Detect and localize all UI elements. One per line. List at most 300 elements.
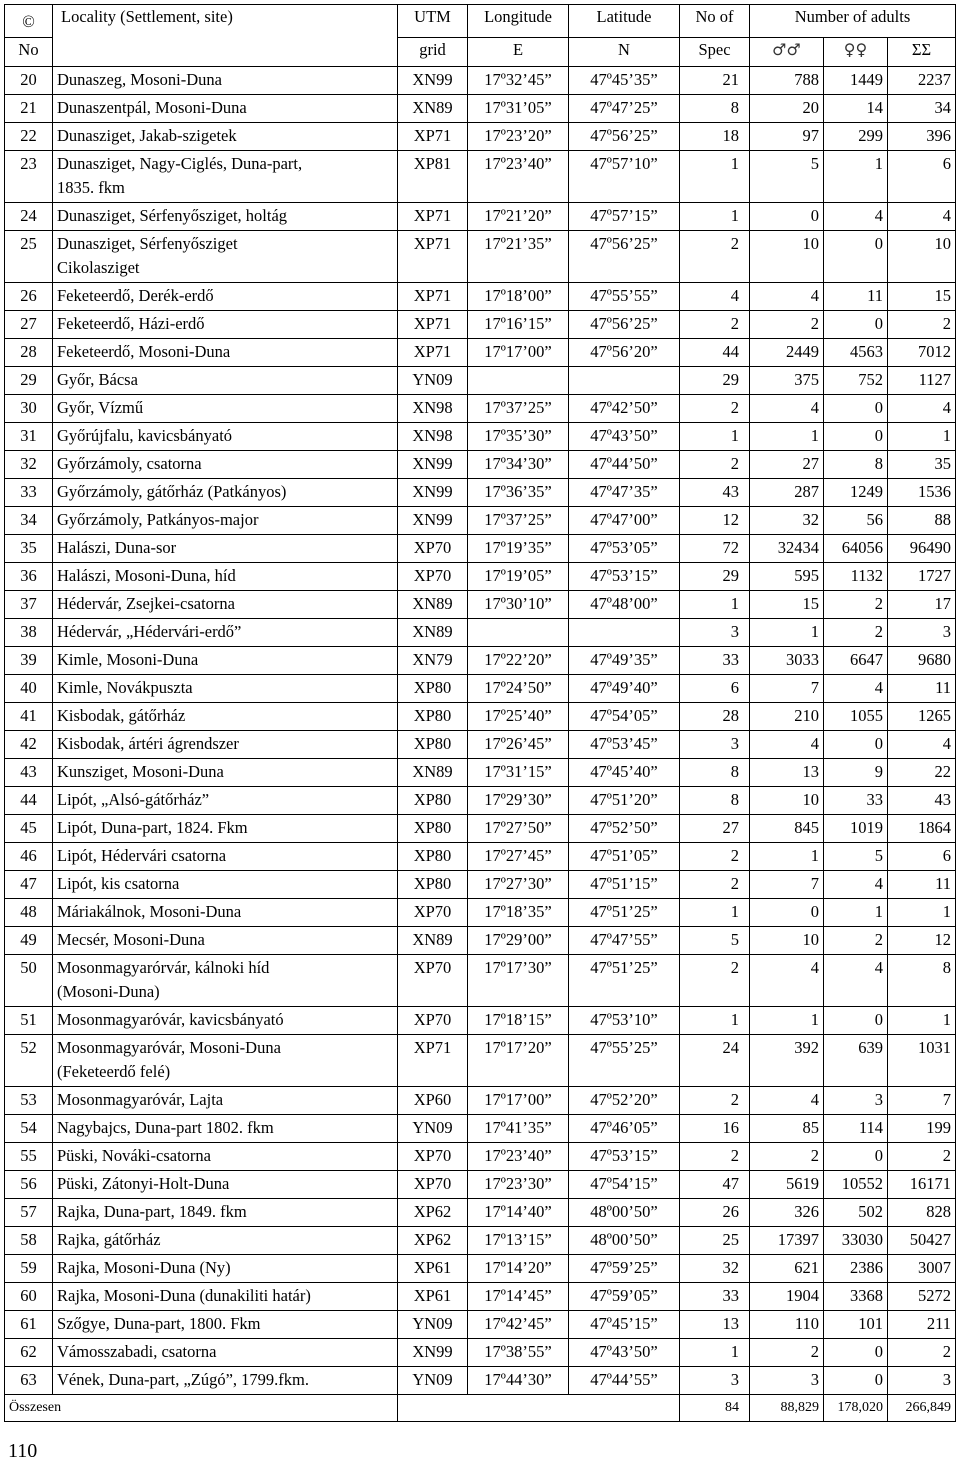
row-utm-grid: XN89 (398, 619, 468, 647)
row-longitude: 17º18’15” (468, 1007, 569, 1035)
row-no: 45 (5, 815, 53, 843)
row-no: 59 (5, 1255, 53, 1283)
row-locality (53, 703, 398, 731)
totals-label: Összesen (5, 1395, 398, 1422)
row-utm-grid: XN99 (398, 507, 468, 535)
row-sum: 15 (888, 283, 956, 311)
row-no: 46 (5, 843, 53, 871)
row-sum: 9680 (888, 647, 956, 675)
row-females: 3368 (824, 1283, 888, 1311)
row-locality (53, 423, 398, 451)
row-no: 29 (5, 367, 53, 395)
row-sum: 396 (888, 123, 956, 151)
totals-spec: 84 (680, 1395, 750, 1422)
row-longitude: 17º22’20” (468, 647, 569, 675)
row-locality (53, 1199, 398, 1227)
header-longitude-top: Longitude (468, 5, 569, 38)
table-row (5, 479, 956, 507)
header-spec-bottom: Spec (680, 38, 750, 67)
row-locality (53, 899, 398, 927)
totals-females: 178,020 (824, 1395, 888, 1422)
row-latitude: 47º47’00” (569, 507, 680, 535)
row-females: 101 (824, 1311, 888, 1339)
row-utm-grid: YN09 (398, 1311, 468, 1339)
row-no: 43 (5, 759, 53, 787)
row-males: 375 (750, 367, 824, 395)
row-locality (53, 563, 398, 591)
row-no: 48 (5, 899, 53, 927)
table-row (5, 1035, 956, 1087)
row-latitude: 47º42’50” (569, 395, 680, 423)
row-females: 502 (824, 1199, 888, 1227)
locality-line: Győrújfalu, kavicsbányató (57, 426, 233, 445)
row-locality (53, 927, 398, 955)
row-sum: 3 (888, 1367, 956, 1395)
row-utm-grid: YN09 (398, 367, 468, 395)
row-females: 0 (824, 231, 888, 283)
locality-line: Cikolasziget (57, 258, 140, 277)
row-females: 33 (824, 787, 888, 815)
row-males: 1 (750, 1007, 824, 1035)
header-latitude-top: Latitude (569, 5, 680, 38)
row-spec-count: 2 (680, 1087, 750, 1115)
row-locality (53, 675, 398, 703)
row-no: 62 (5, 1339, 53, 1367)
row-locality (53, 1007, 398, 1035)
row-utm-grid: XP71 (398, 231, 468, 283)
row-no: 47 (5, 871, 53, 899)
row-longitude: 17º27’45” (468, 843, 569, 871)
row-latitude: 47º53’15” (569, 1143, 680, 1171)
row-spec-count: 47 (680, 1171, 750, 1199)
header-latitude-bottom: N (569, 38, 680, 67)
table-row (5, 1171, 956, 1199)
row-spec-count: 16 (680, 1115, 750, 1143)
row-males: 4 (750, 1087, 824, 1115)
table-row (5, 759, 956, 787)
row-locality (53, 1171, 398, 1199)
row-sum: 11 (888, 871, 956, 899)
row-spec-count: 27 (680, 815, 750, 843)
row-no: 51 (5, 1007, 53, 1035)
row-no: 39 (5, 647, 53, 675)
row-sum: 22 (888, 759, 956, 787)
header-longitude-bottom: E (468, 38, 569, 67)
row-no: 23 (5, 151, 53, 203)
row-males: 10 (750, 231, 824, 283)
row-longitude: 17º30’10” (468, 591, 569, 619)
row-locality (53, 67, 398, 95)
row-utm-grid: XP61 (398, 1255, 468, 1283)
row-males: 5619 (750, 1171, 824, 1199)
row-females: 6647 (824, 647, 888, 675)
row-sum: 6 (888, 843, 956, 871)
row-males: 13 (750, 759, 824, 787)
row-locality (53, 843, 398, 871)
row-sum: 11 (888, 675, 956, 703)
row-females: 2386 (824, 1255, 888, 1283)
row-males: 27 (750, 451, 824, 479)
row-utm-grid: XP80 (398, 871, 468, 899)
row-females: 2 (824, 591, 888, 619)
row-utm-grid: XP70 (398, 899, 468, 927)
row-no: 61 (5, 1311, 53, 1339)
row-utm-grid: XP62 (398, 1199, 468, 1227)
species-locality-table (4, 4, 956, 1422)
row-males: 7 (750, 871, 824, 899)
table-row (5, 1255, 956, 1283)
row-longitude: 17º27’50” (468, 815, 569, 843)
row-latitude: 47º54’05” (569, 703, 680, 731)
table-row (5, 395, 956, 423)
row-males: 15 (750, 591, 824, 619)
row-locality (53, 1283, 398, 1311)
table-row (5, 955, 956, 1007)
row-males: 5 (750, 151, 824, 203)
row-males: 110 (750, 1311, 824, 1339)
row-spec-count: 5 (680, 927, 750, 955)
table-row (5, 1339, 956, 1367)
row-sum: 50427 (888, 1227, 956, 1255)
locality-line: Dunaszentpál, Mosoni-Duna (57, 98, 247, 117)
locality-line: Hédervár, „Hédervári-erdő” (57, 622, 242, 641)
row-no: 37 (5, 591, 53, 619)
row-males: 326 (750, 1199, 824, 1227)
row-utm-grid: XP70 (398, 535, 468, 563)
row-females: 752 (824, 367, 888, 395)
row-spec-count: 3 (680, 619, 750, 647)
locality-line: (Feketeerdő felé) (57, 1062, 171, 1081)
locality-line: Győr, Bácsa (57, 370, 138, 389)
row-spec-count: 12 (680, 507, 750, 535)
row-no: 54 (5, 1115, 53, 1143)
row-no: 28 (5, 339, 53, 367)
row-latitude: 47º47’35” (569, 479, 680, 507)
row-latitude: 47º48’00” (569, 591, 680, 619)
row-locality (53, 1367, 398, 1395)
row-locality (53, 731, 398, 759)
row-females: 0 (824, 1143, 888, 1171)
locality-line: Máriakálnok, Mosoni-Duna (57, 902, 242, 921)
totals-spacer (398, 1395, 680, 1422)
row-utm-grid: XN99 (398, 1339, 468, 1367)
row-longitude: 17º38’55” (468, 1339, 569, 1367)
row-no: 63 (5, 1367, 53, 1395)
row-sum: 5272 (888, 1283, 956, 1311)
row-longitude: 17º17’00” (468, 339, 569, 367)
row-locality (53, 815, 398, 843)
row-spec-count: 1 (680, 899, 750, 927)
row-utm-grid: XP80 (398, 675, 468, 703)
row-sum: 828 (888, 1199, 956, 1227)
locality-line: Feketeerdő, Derék-erdő (57, 286, 214, 305)
table-row (5, 703, 956, 731)
row-no: 25 (5, 231, 53, 283)
row-no: 22 (5, 123, 53, 151)
row-males: 10 (750, 927, 824, 955)
row-longitude: 17º21’35” (468, 231, 569, 283)
row-males: 1 (750, 423, 824, 451)
row-utm-grid: XP80 (398, 787, 468, 815)
row-spec-count: 1 (680, 203, 750, 231)
row-females: 1449 (824, 67, 888, 95)
table-row (5, 151, 956, 203)
row-spec-count: 1 (680, 591, 750, 619)
row-longitude: 17º25’40” (468, 703, 569, 731)
row-latitude: 47º43’50” (569, 1339, 680, 1367)
row-no: 32 (5, 451, 53, 479)
row-longitude: 17º23’30” (468, 1171, 569, 1199)
locality-line: Lipót, Duna-part, 1824. Fkm (57, 818, 248, 837)
row-longitude: 17º19’05” (468, 563, 569, 591)
row-latitude: 47º57’15” (569, 203, 680, 231)
row-longitude: 17º42’45” (468, 1311, 569, 1339)
row-females: 639 (824, 1035, 888, 1087)
row-utm-grid: XP71 (398, 339, 468, 367)
row-utm-grid: XP71 (398, 311, 468, 339)
row-longitude: 17º41’35” (468, 1115, 569, 1143)
row-no: 24 (5, 203, 53, 231)
row-locality (53, 283, 398, 311)
row-males: 2 (750, 1339, 824, 1367)
row-utm-grid: XP60 (398, 1087, 468, 1115)
row-latitude: 47º47’25” (569, 95, 680, 123)
row-spec-count: 3 (680, 1367, 750, 1395)
row-females: 64056 (824, 535, 888, 563)
table-row (5, 535, 956, 563)
row-spec-count: 43 (680, 479, 750, 507)
locality-line: Kunsziget, Mosoni-Duna (57, 762, 224, 781)
row-latitude: 47º59’25” (569, 1255, 680, 1283)
table-row (5, 367, 956, 395)
row-females: 0 (824, 731, 888, 759)
locality-line: Kisbodak, gátőrház (57, 706, 186, 725)
row-sum: 12 (888, 927, 956, 955)
table-row (5, 95, 956, 123)
row-latitude (569, 619, 680, 647)
row-sum: 1265 (888, 703, 956, 731)
row-spec-count: 2 (680, 451, 750, 479)
row-females: 2 (824, 927, 888, 955)
row-spec-count: 2 (680, 871, 750, 899)
locality-line: Győr, Vízmű (57, 398, 144, 417)
row-sum: 4 (888, 731, 956, 759)
row-spec-count: 2 (680, 395, 750, 423)
row-sum: 4 (888, 203, 956, 231)
row-sum: 1536 (888, 479, 956, 507)
row-males: 97 (750, 123, 824, 151)
row-spec-count: 1 (680, 1339, 750, 1367)
row-spec-count: 4 (680, 283, 750, 311)
row-spec-count: 8 (680, 95, 750, 123)
row-longitude: 17º16’15” (468, 311, 569, 339)
row-no: 56 (5, 1171, 53, 1199)
row-locality (53, 203, 398, 231)
row-females: 14 (824, 95, 888, 123)
table-row (5, 1199, 956, 1227)
locality-line: 1835. fkm (57, 178, 125, 197)
row-females: 1249 (824, 479, 888, 507)
row-longitude: 17º18’35” (468, 899, 569, 927)
row-longitude: 17º29’00” (468, 927, 569, 955)
row-longitude: 17º24’50” (468, 675, 569, 703)
table-row (5, 451, 956, 479)
row-latitude: 47º57’10” (569, 151, 680, 203)
table-row (5, 843, 956, 871)
row-utm-grid: XN79 (398, 647, 468, 675)
locality-line: Mosonmagyaróvár, kavicsbányató (57, 1010, 284, 1029)
row-sum: 211 (888, 1311, 956, 1339)
row-sum: 10 (888, 231, 956, 283)
row-utm-grid: XP70 (398, 1171, 468, 1199)
row-males: 2 (750, 1143, 824, 1171)
locality-line: Vének, Duna-part, „Zúgó”, 1799.fkm. (57, 1370, 310, 1389)
row-utm-grid: XP71 (398, 283, 468, 311)
row-utm-grid: XP81 (398, 151, 468, 203)
locality-line: Kimle, Mosoni-Duna (57, 650, 199, 669)
row-longitude: 17º26’45” (468, 731, 569, 759)
row-latitude: 47º52’50” (569, 815, 680, 843)
row-sum: 1127 (888, 367, 956, 395)
row-females: 11 (824, 283, 888, 311)
row-locality (53, 955, 398, 1007)
row-no: 52 (5, 1035, 53, 1087)
row-latitude: 47º56’25” (569, 123, 680, 151)
row-longitude: 17º31’15” (468, 759, 569, 787)
table-row (5, 1143, 956, 1171)
row-utm-grid: XN89 (398, 759, 468, 787)
row-females: 1 (824, 899, 888, 927)
table-row (5, 123, 956, 151)
row-no: 36 (5, 563, 53, 591)
row-utm-grid: XP70 (398, 1143, 468, 1171)
row-utm-grid: YN09 (398, 1115, 468, 1143)
row-longitude: 17º23’40” (468, 151, 569, 203)
header-no-top: © (5, 5, 53, 38)
table-row (5, 899, 956, 927)
row-utm-grid: XP61 (398, 1283, 468, 1311)
locality-line: Dunasziget, Sérfenyősziget (57, 234, 238, 253)
row-females: 0 (824, 395, 888, 423)
row-sum: 35 (888, 451, 956, 479)
row-females: 0 (824, 423, 888, 451)
table-row (5, 1115, 956, 1143)
row-males: 621 (750, 1255, 824, 1283)
row-males: 4 (750, 731, 824, 759)
row-sum: 4 (888, 395, 956, 423)
locality-line: Kisbodak, ártéri ágrendszer (57, 734, 239, 753)
row-sum: 34 (888, 95, 956, 123)
row-locality (53, 367, 398, 395)
locality-line: Halászi, Duna-sor (57, 538, 177, 557)
row-latitude: 47º56’25” (569, 231, 680, 283)
row-latitude: 47º56’25” (569, 311, 680, 339)
row-males: 32 (750, 507, 824, 535)
row-locality (53, 647, 398, 675)
row-no: 53 (5, 1087, 53, 1115)
locality-line: Nagybajcs, Duna-part 1802. fkm (57, 1118, 274, 1137)
row-locality (53, 395, 398, 423)
row-longitude: 17º23’40” (468, 1143, 569, 1171)
locality-line: Feketeerdő, Házi-erdő (57, 314, 205, 333)
row-utm-grid: XN89 (398, 927, 468, 955)
row-no: 49 (5, 927, 53, 955)
row-no: 58 (5, 1227, 53, 1255)
row-sum: 1031 (888, 1035, 956, 1087)
row-longitude: 17º13’15” (468, 1227, 569, 1255)
row-longitude: 17º36’35” (468, 479, 569, 507)
row-locality (53, 1035, 398, 1087)
locality-line: Mosonmagyaróvár, Mosoni-Duna (57, 1038, 281, 1057)
locality-line: Mosonmagyarórvár, kálnoki híd (57, 958, 270, 977)
row-sum: 1 (888, 1007, 956, 1035)
row-females: 9 (824, 759, 888, 787)
row-males: 4 (750, 283, 824, 311)
locality-line: Rajka, Duna-part, 1849. fkm (57, 1202, 247, 1221)
row-locality (53, 1311, 398, 1339)
row-locality (53, 1087, 398, 1115)
row-latitude: 47º54’15” (569, 1171, 680, 1199)
header-utm-top: UTM (398, 5, 468, 38)
locality-line: Püski, Zátonyi-Holt-Duna (57, 1174, 230, 1193)
row-utm-grid: XP71 (398, 1035, 468, 1087)
row-males: 85 (750, 1115, 824, 1143)
row-males: 3 (750, 1367, 824, 1395)
row-spec-count: 2 (680, 231, 750, 283)
locality-line: Dunasziget, Sérfenyősziget, holtág (57, 206, 288, 225)
row-sum: 1 (888, 423, 956, 451)
row-spec-count: 24 (680, 1035, 750, 1087)
row-males: 392 (750, 1035, 824, 1087)
row-no: 27 (5, 311, 53, 339)
row-sum: 2 (888, 1143, 956, 1171)
row-longitude: 17º37’25” (468, 507, 569, 535)
row-latitude (569, 367, 680, 395)
page-number: 110 (8, 1440, 38, 1462)
row-utm-grid: XN89 (398, 95, 468, 123)
row-locality (53, 1255, 398, 1283)
row-longitude: 17º32’45” (468, 67, 569, 95)
row-latitude: 47º49’35” (569, 647, 680, 675)
row-no: 33 (5, 479, 53, 507)
row-locality (53, 591, 398, 619)
row-spec-count: 6 (680, 675, 750, 703)
row-longitude (468, 619, 569, 647)
table-row (5, 1283, 956, 1311)
row-no: 26 (5, 283, 53, 311)
row-locality (53, 535, 398, 563)
table-footer (5, 1395, 956, 1422)
row-longitude: 17º17’20” (468, 1035, 569, 1087)
locality-line: Vámosszabadi, csatorna (57, 1342, 217, 1361)
row-females: 5 (824, 843, 888, 871)
row-females: 56 (824, 507, 888, 535)
row-latitude: 47º52’20” (569, 1087, 680, 1115)
locality-line: Hédervár, Zsejkei-csatorna (57, 594, 235, 613)
row-locality (53, 311, 398, 339)
row-locality (53, 123, 398, 151)
row-locality (53, 619, 398, 647)
row-longitude: 17º37’25” (468, 395, 569, 423)
row-utm-grid: XP80 (398, 815, 468, 843)
row-utm-grid: XN99 (398, 479, 468, 507)
row-latitude: 47º59’05” (569, 1283, 680, 1311)
row-latitude: 47º53’45” (569, 731, 680, 759)
table-row (5, 1087, 956, 1115)
row-longitude: 17º19’35” (468, 535, 569, 563)
row-no: 44 (5, 787, 53, 815)
row-locality (53, 787, 398, 815)
